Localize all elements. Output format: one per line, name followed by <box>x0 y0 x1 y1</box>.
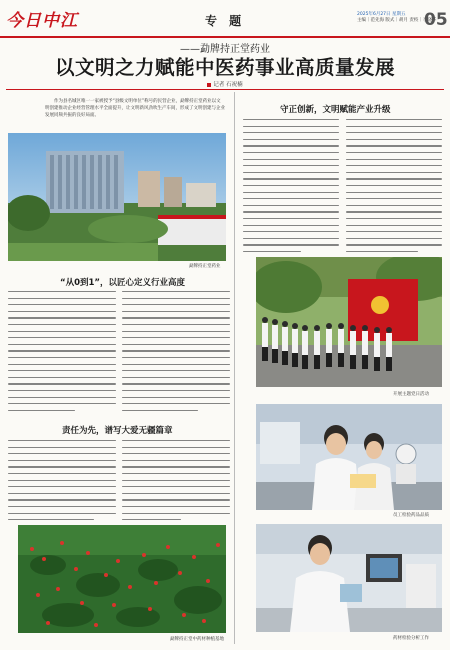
oath-photo-caption: 开展主题党日活动 <box>393 392 429 397</box>
left-col-a-text <box>8 291 116 416</box>
subhead-innovation: 守正创新，文明赋能产业升级 <box>280 105 391 115</box>
article-kicker: ——勐牌持正堂药业 <box>180 44 270 55</box>
left-col-c-text <box>8 440 116 526</box>
lab-photo-2 <box>256 524 442 632</box>
article-lead: 作为县名城区唯一一家被授予“县级文明单位”称号的民营企业，勐牌持正堂药业以文明创建推动企业经营管理水平全面提升，让文明新风劲吹生产车间，形成了文明创建与企业发展同频共振的良好局面。 <box>45 99 225 118</box>
right-col-b-text <box>346 119 442 257</box>
factory-photo-caption: 勐牌持正堂药业 <box>189 264 221 269</box>
subhead-craftsmanship: “从0到1”，以匠心定义行业高度 <box>60 278 186 288</box>
subhead-responsibility: 责任为先，谱写大爱无疆篇章 <box>62 426 173 436</box>
left-col-b-text <box>122 291 230 416</box>
issue-editors: 主编｜范先海 版式｜胡月 责校｜李晓华 <box>357 18 437 23</box>
masthead-rule <box>0 36 450 38</box>
headline-rule <box>6 89 444 90</box>
article-byline <box>0 80 450 88</box>
column-divider <box>234 92 235 644</box>
masthead <box>0 0 450 36</box>
article-headline: 以文明之力赋能中医药事业高质量发展 <box>54 56 395 79</box>
right-col-a-text <box>243 119 339 257</box>
issue-date: 2025年6月27日 星期五 <box>357 12 406 17</box>
left-col-d-text <box>122 440 230 526</box>
section-title: 专 题 <box>205 14 246 28</box>
factory-photo <box>8 133 226 261</box>
lab-photo-1-caption: 员工检验药品品质 <box>393 513 429 518</box>
herb-field-photo <box>18 525 226 633</box>
oath-photo <box>256 257 442 387</box>
page-number: 05 <box>424 10 448 30</box>
lab-photo-2-caption: 药材检验分析工作 <box>393 636 429 641</box>
lab-photo-1 <box>256 404 442 510</box>
newspaper-logo: 今日中江 <box>6 11 78 31</box>
herb-field-photo-caption: 勐牌持正堂中药材种植基地 <box>170 637 224 642</box>
byline-text: 记者 石祝楠 <box>213 82 243 88</box>
byline-marker-icon <box>207 83 211 87</box>
